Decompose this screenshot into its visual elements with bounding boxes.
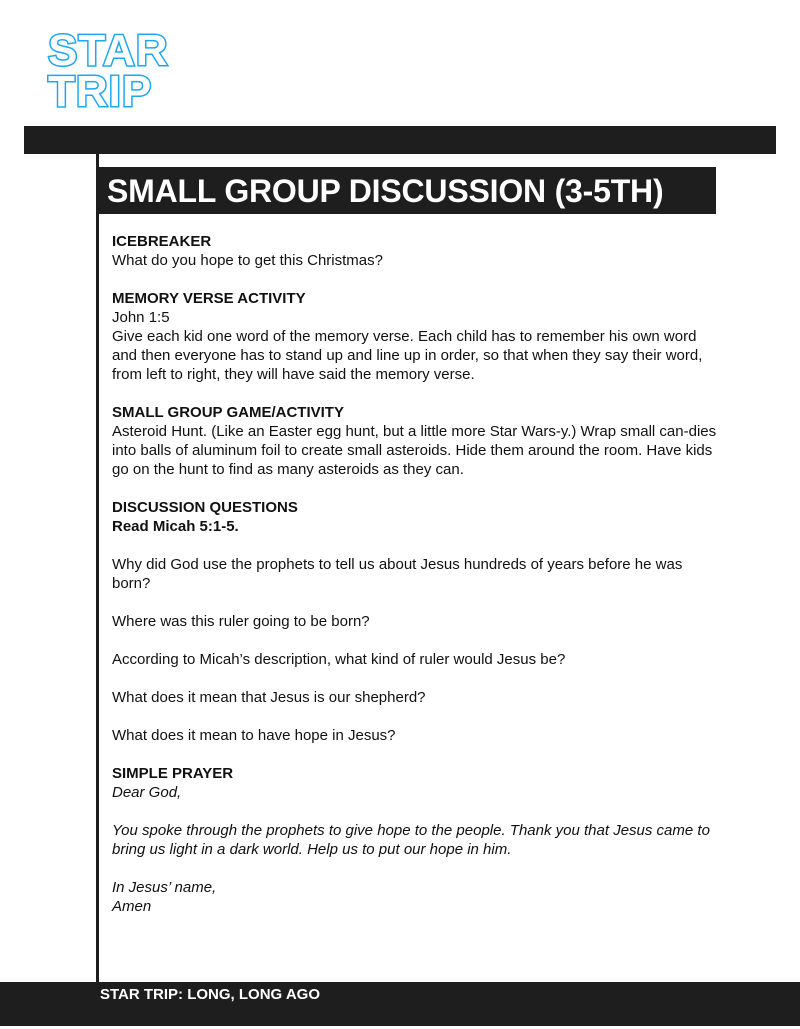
discussion-section	[112, 498, 722, 745]
prayer-section	[112, 764, 722, 916]
footer-bar	[0, 982, 800, 1026]
discussion-reading: Read Micah 5:1-5.	[112, 518, 239, 535]
prayer-closing-line-1: In Jesus’ name,	[112, 879, 217, 896]
title-banner	[96, 167, 716, 214]
game-text: Asteroid Hunt. (Like an Easter egg hunt, but a little more Star Wars-y.) Wrap small can-dies into balls of aluminum foil to create small asteroids. Hide them around the room. Have kids go on the hunt to find as many asteroids as they can.	[112, 423, 717, 478]
discussion-question: Why did God use the prophets to tell us about Jesus hundreds of years before he was born?	[112, 556, 683, 592]
discussion-question: What does it mean to have hope in Jesus?	[112, 727, 396, 744]
logo-line-1: STAR	[48, 26, 169, 75]
left-rule	[96, 154, 99, 984]
icebreaker-text: What do you hope to get this Christmas?	[112, 252, 383, 269]
prayer-salutation: Dear God,	[112, 784, 182, 801]
game-section	[112, 403, 722, 479]
icebreaker-heading: ICEBREAKER	[112, 233, 212, 250]
memory-verse-reference: John 1:5	[112, 309, 170, 326]
content	[112, 232, 722, 916]
prayer-heading: SIMPLE PRAYER	[112, 765, 234, 782]
discussion-question: According to Micah’s description, what kind of ruler would Jesus be?	[112, 651, 566, 668]
discussion-question: What does it mean that Jesus is our shepherd?	[112, 689, 426, 706]
footer-text: STAR TRIP: LONG, LONG AGO	[100, 986, 320, 1003]
game-heading: SMALL GROUP GAME/ACTIVITY	[112, 404, 344, 421]
icebreaker-section	[112, 232, 722, 270]
page-title: SMALL GROUP DISCUSSION (3-5TH)	[107, 173, 664, 209]
memory-verse-section	[112, 289, 722, 384]
memory-verse-heading: MEMORY VERSE ACTIVITY	[112, 290, 306, 307]
memory-verse-text: Give each kid one word of the memory verse. Each child has to remember his own word and then everyone has to stand up and line up in order, so that when they say their word, from left to right, they will have said the memory verse.	[112, 328, 703, 383]
discussion-question: Where was this ruler going to be born?	[112, 613, 370, 630]
star-trip-logo	[48, 26, 188, 116]
header-bar	[24, 126, 776, 154]
prayer-closing-line-2: Amen	[112, 898, 152, 915]
discussion-heading: DISCUSSION QUESTIONS	[112, 499, 298, 516]
logo-line-2: TRIP	[48, 67, 153, 116]
prayer-body: You spoke through the prophets to give hope to the people. Thank you that Jesus came to bring us light in a dark world. Help us to put our hope in him.	[112, 822, 710, 858]
